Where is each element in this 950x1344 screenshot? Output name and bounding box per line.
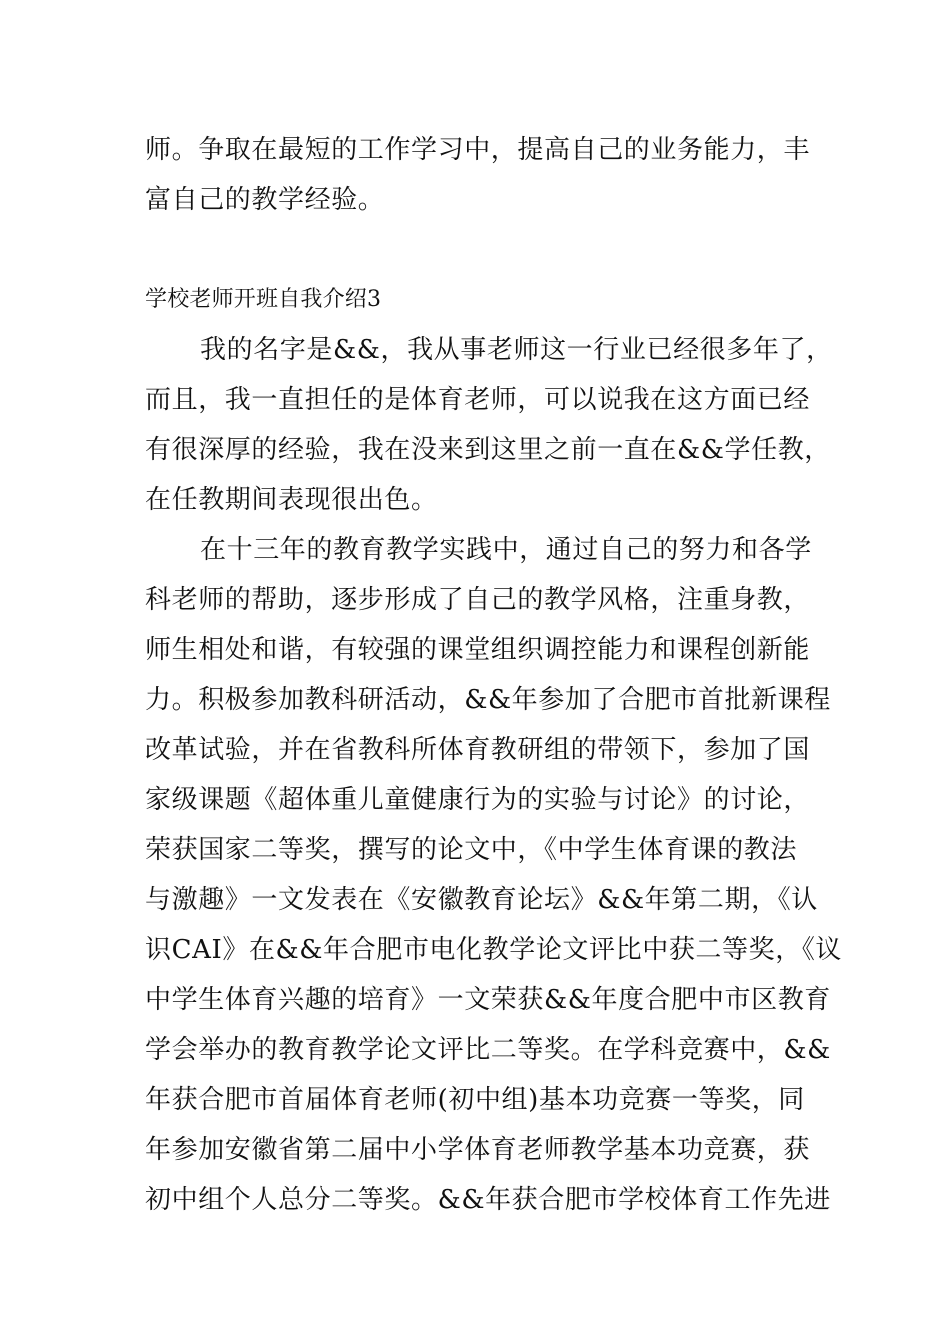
paragraph1-line-2: 而且，我一直担任的是体育老师，可以说我在这方面已经 xyxy=(145,385,811,415)
paragraph2-line-9: 识CAI》在&&年合肥市电化教学论文评比中获二等奖，《议 xyxy=(145,935,843,965)
paragraph2-line-5: 改革试验，并在省教科所体育教研组的带领下，参加了国 xyxy=(145,735,811,765)
paragraph2-line-8: 与激趣》一文发表在《安徽教育论坛》&&年第二期，《认 xyxy=(145,885,818,915)
paragraph2-line-1: 在十三年的教育教学实践中，通过自己的努力和各学 xyxy=(200,535,812,565)
paragraph2-line-12: 年获合肥市首届体育老师(初中组)基本功竞赛一等奖，同 xyxy=(145,1085,805,1115)
paragraph2-line-13: 年参加安徽省第二届中小学体育老师教学基本功竞赛，获 xyxy=(145,1135,811,1165)
paragraph1-line-1: 我的名字是&&，我从事老师这一行业已经很多年了， xyxy=(200,335,833,365)
intro-line-1: 师。争取在最短的工作学习中，提高自己的业务能力，丰 xyxy=(145,135,811,165)
intro-line-2: 富自己的教学经验。 xyxy=(145,185,385,215)
section-title: 学校老师开班自我介绍3 xyxy=(145,287,382,312)
paragraph1-line-4: 在任教期间表现很出色。 xyxy=(145,485,438,515)
paragraph2-line-2: 科老师的帮助，逐步形成了自己的教学风格，注重身教， xyxy=(145,585,811,615)
paragraph2-line-3: 师生相处和谐，有较强的课堂组织调控能力和课程创新能 xyxy=(145,635,811,665)
paragraph1-line-3: 有很深厚的经验，我在没来到这里之前一直在&&学任教， xyxy=(145,435,831,465)
paragraph2-line-11: 学会举办的教育教学论文评比二等奖。在学科竞赛中，&& xyxy=(145,1035,831,1065)
paragraph2-line-10: 中学生体育兴趣的培育》一文荣获&&年度合肥中市区教育 xyxy=(145,985,831,1015)
paragraph2-line-7: 荣获国家二等奖，撰写的论文中，《中学生体育课的教法 xyxy=(145,835,798,865)
paragraph2-line-6: 家级课题《超体重儿童健康行为的实验与讨论》的讨论， xyxy=(145,785,811,815)
paragraph2-line-14: 初中组个人总分二等奖。&&年获合肥市学校体育工作先进 xyxy=(145,1185,831,1215)
paragraph2-line-4: 力。积极参加教科研活动，&&年参加了合肥市首批新课程 xyxy=(145,685,831,715)
